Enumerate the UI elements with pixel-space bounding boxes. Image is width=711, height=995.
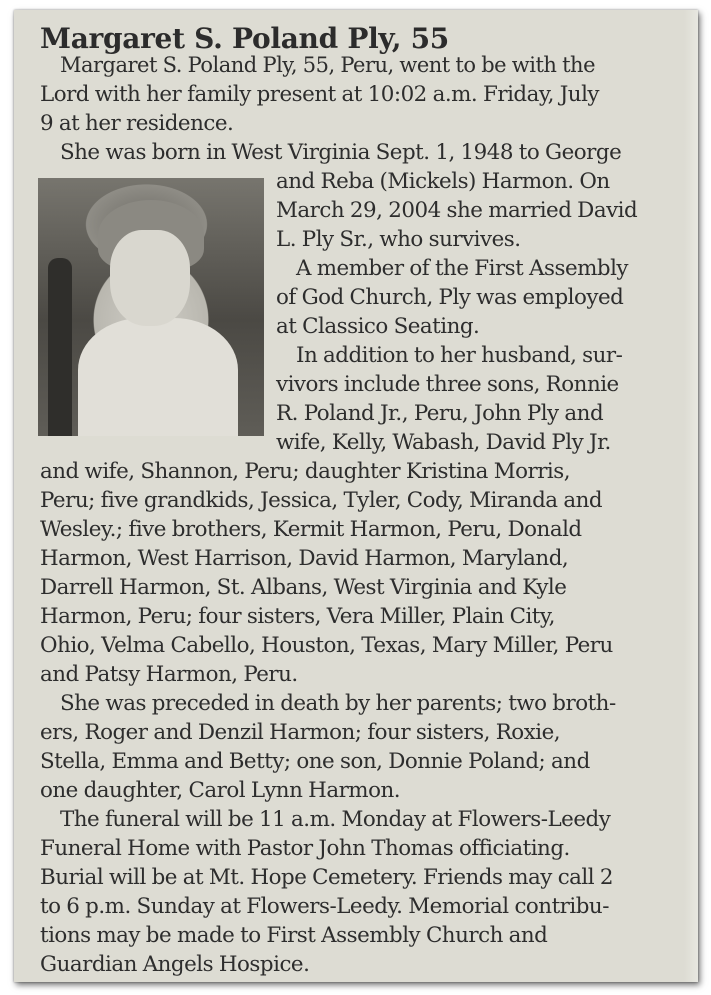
text-line: 9 at her residence. bbox=[40, 111, 234, 136]
text-line: R. Poland Jr., Peru, John Ply and bbox=[276, 401, 604, 426]
text-line: Darrell Harmon, St. Albans, West Virginia and Kyle bbox=[40, 575, 567, 600]
text-line: Wesley.; five brothers, Kermit Harmon, Peru, Donald bbox=[40, 517, 582, 542]
text-line: L. Ply Sr., who survives. bbox=[276, 227, 521, 252]
obituary-headline: Margaret S. Poland Ply, 55 bbox=[40, 22, 449, 55]
text-line: March 29, 2004 she married David bbox=[276, 198, 638, 223]
text-line: Harmon, Peru; four sisters, Vera Miller, Plain City, bbox=[40, 604, 555, 629]
text-line: In addition to her husband, sur- bbox=[296, 343, 623, 368]
text-line: She was preceded in death by her parents; two broth- bbox=[60, 691, 616, 716]
text-line: Lord with her family present at 10:02 a.m. Friday, July bbox=[40, 82, 599, 107]
photo-chair bbox=[48, 258, 72, 436]
text-line: wife, Kelly, Wabash, David Ply Jr. bbox=[276, 430, 611, 455]
portrait-photo bbox=[38, 178, 264, 436]
text-line: She was born in West Virginia Sept. 1, 1948 to George bbox=[60, 140, 622, 165]
obituary-clipping bbox=[14, 10, 698, 982]
text-line: and Patsy Harmon, Peru. bbox=[40, 662, 298, 687]
text-line: Peru; five grandkids, Jessica, Tyler, Cody, Miranda and bbox=[40, 488, 603, 513]
text-line: Burial will be at Mt. Hope Cemetery. Friends may call 2 bbox=[40, 865, 614, 890]
text-line: tions may be made to First Assembly Church and bbox=[40, 923, 548, 948]
text-line: Harmon, West Harrison, David Harmon, Maryland, bbox=[40, 546, 569, 571]
photo-face bbox=[110, 230, 190, 326]
text-line: Funeral Home with Pastor John Thomas officiating. bbox=[40, 836, 570, 861]
photo-body bbox=[78, 318, 238, 436]
text-line: Stella, Emma and Betty; one son, Donnie Poland; and bbox=[40, 749, 590, 774]
text-line: one daughter, Carol Lynn Harmon. bbox=[40, 778, 401, 803]
text-line: to 6 p.m. Sunday at Flowers-Leedy. Memorial contribu- bbox=[40, 894, 609, 919]
paper-edge bbox=[684, 10, 698, 982]
text-line: and wife, Shannon, Peru; daughter Kristina Morris, bbox=[40, 459, 571, 484]
text-line: Ohio, Velma Cabello, Houston, Texas, Mary Miller, Peru bbox=[40, 633, 613, 658]
text-line: Guardian Angels Hospice. bbox=[40, 952, 310, 977]
text-line: at Classico Seating. bbox=[276, 314, 480, 339]
text-line: ers, Roger and Denzil Harmon; four sisters, Roxie, bbox=[40, 720, 561, 745]
text-line: vivors include three sons, Ronnie bbox=[276, 372, 619, 397]
text-line: of God Church, Ply was employed bbox=[276, 285, 624, 310]
text-line: and Reba (Mickels) Harmon. On bbox=[276, 169, 610, 194]
text-line: A member of the First Assembly bbox=[296, 256, 629, 281]
text-line: The funeral will be 11 a.m. Monday at Flowers-Leedy bbox=[60, 807, 611, 832]
text-line: Margaret S. Poland Ply, 55, Peru, went to be with the bbox=[60, 53, 596, 78]
